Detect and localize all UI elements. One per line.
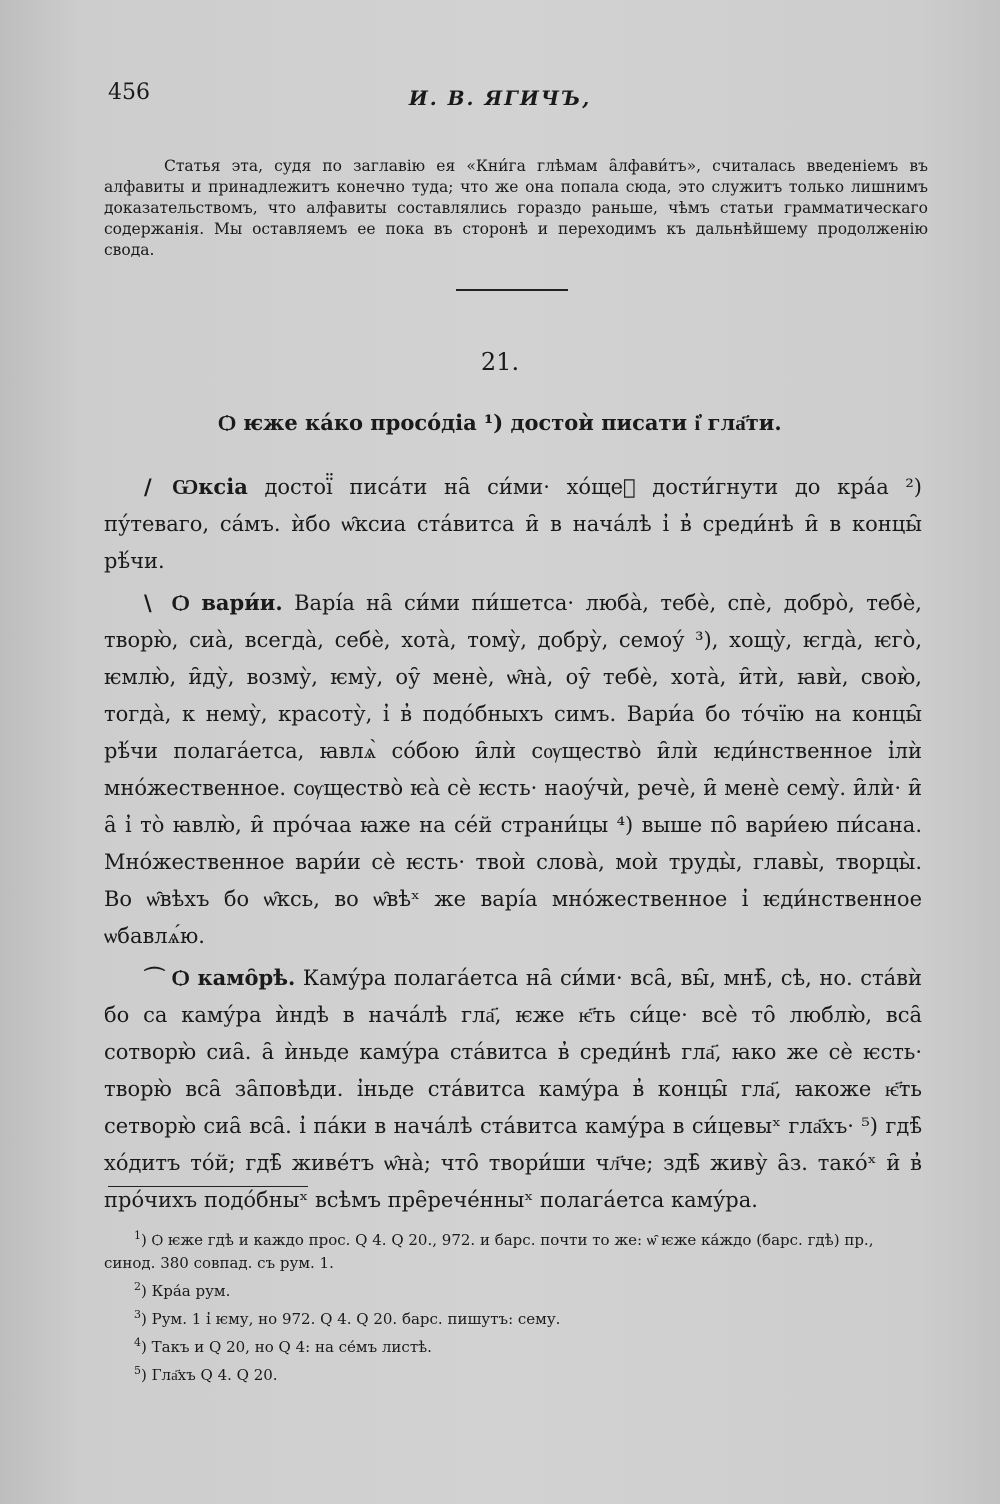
- footnotes: [104, 1224, 922, 1387]
- paragraph-text: Варі́а на̑ си́ми пи́шетса· люба̀, тебѐ, спѐ, добро̀, тебѐ, творю̀, сиа̀, всегда̀, себѐ, хота̀, тому̀, добру̀, семоу́ ³), хощу̀, ѥгда̀, ѥго̀, ѥмлю̀, и̑ду̀, возму̀, ѥму̀, оу̑ менѐ, ѡ̑на̀, оу̑ тебѐ, хота̀, и̑тѝ, ꙗвѝ, свою̀, тогда̀, к нему̀, красоту̀, і̓ в̓ подо́бныхъ симъ. Вари́а бо то́чїю на концы̑ рѣ́чи полага́етса, ꙗвлѧ̀ со́бою и̑лѝ сѹщество̀ и̑лѝ ѥди́нственное і̓лѝ мно́жественное. сѹщество̀ ѥа̀ сѐ ѥсть· наоу́чѝ, речѐ, и̑ менѐ сему̀. и̑лѝ· и̑ а̑ і̓ то̀ ꙗвлю̀, и̑ про́чаа ꙗже на се́й страни́цы ⁴) выше по̑ вари́ею пи́сана. Мно́жественное вари́и сѐ ѥсть· твоѝ слова̀, моѝ труды̀, главы̀, творцы̀. Во ѡ̑вѣхъ бо ѡ̑ксь, во ѡ̑вѣˣ же варі́а мно́жественное і̓ ѥди́нственное ѡбавлѧ́ю.: [104, 591, 922, 948]
- footnote: $^3$) Рум. 1 і̓ ѥму, но 972. Q 4. Q 20. барс. пишутъ: сему.: [134, 1308, 561, 1328]
- paragraph-text: достої̈ писа́ти на̑ си́ми· хо́щеᷣ дости́гнути до кра́а ²) пу́теваго, са́мъ. ѝбо ѡ̑ксиа ста́витса и̑ в нача́лѣ і̓ в̓ среди́нѣ и̑ в концы̑ рѣ́чи.: [104, 475, 922, 573]
- footnote: $^5$) Гла҃хъ Q 4. Q 20.: [134, 1364, 278, 1384]
- footnote-divider: [108, 1186, 308, 1187]
- intro-paragraph: Статья эта, судя по заглавію ея «Кни́га глѣмам а̑лфави́тъ», считалась введеніемъ въ алфавиты и принадлежитъ конечно туда; что же она попала сюда, это служитъ только лишнимъ доказательствомъ, что алфавиты составлялись гораздо раньше, чѣмъ статьи грамматическаго содержанія. Мы оставляемъ ее пока въ сторонѣ и переходимъ къ дальнѣйшему продолженію свода.: [104, 156, 928, 259]
- footnote-text: Кра́а рум.: [151, 1282, 231, 1300]
- footnote-text: Гла҃хъ Q 4. Q 20.: [151, 1366, 278, 1384]
- footnote-text: Ѻ ѥже гдѣ и каждо прос. Q 4. Q 20., 972. и барс. почти то же: ѡ̑ ѥже ка́ждо (барс. гдѣ) пр., синод. 380 совпад. съ рум. 1.: [104, 1231, 874, 1272]
- footnote-number: 2: [134, 1280, 141, 1293]
- paragraph-varia: [104, 584, 922, 955]
- paragraph-lead: Ѻ вари́и.: [172, 590, 283, 615]
- page-number: 456: [108, 80, 150, 105]
- kamora-accent-mark: ⌒: [144, 965, 165, 990]
- paragraph-lead: Ѻ камо̑рѣ.: [172, 965, 296, 990]
- section-number: 21.: [480, 348, 520, 376]
- section-divider: [456, 289, 568, 291]
- footnote-number: 4: [134, 1336, 141, 1349]
- varia-accent-mark: \: [144, 590, 152, 615]
- footnote-number: 5: [134, 1364, 141, 1377]
- paragraph-text: Каму́ра полага́етса на̑ си́ми· вса̑, вы̑, мнѣ̑, сѣ, но. ста́вѝ бо са каму́ра ѝндѣ в нача́лѣ гла҃, ѥже ѥ҃ть си́це· всѐ то̑ люблю̀, вса̑ сотворю̀ сиа̑. а̑ ѝньде каму́ра ста́витса в̓ среди́нѣ гла҃, ꙗко же сѐ ѥсть· творю̀ вса̑ за̑повѣди. і̓ньде ста́витса каму́ра в̓ концы̑ гла҃, ꙗкоже ѥ҃ть сетворю̀ сиа̑ вса̑. і̓ па́ки в нача́лѣ ста́витса каму́ра в си́цевыˣ гла҃хъ· ⁵) гдѣ̑ хо́дитъ то́й; гдѣ̑ живе́тъ ѡ̑на̀; что̑ твори́ши чл҃че; здѣ̑ живу̀ а̑з. тако́ˣ и̑ в̓ про́чихъ подо́бныˣ всѣмъ пре̑рече́нныˣ полага́етса каму́ра.: [104, 966, 923, 1212]
- footnote: $^1$) Ѻ ѥже гдѣ и каждо прос. Q 4. Q 20., 972. и барс. почти то же: ѡ̑ ѥже ка́ждо (барс. гдѣ) пр., синод. 380 совпад. съ рум. 1.: [104, 1229, 874, 1272]
- footnote-number: 3: [134, 1308, 141, 1321]
- running-head: И. В. ЯГИЧЪ,: [408, 86, 592, 110]
- paragraph-oxia: [104, 468, 922, 580]
- footnote-text: Такъ и Q 20, но Q 4: на се́мъ листѣ.: [151, 1338, 432, 1356]
- paragraph-lead: Ѡксіа: [172, 474, 248, 499]
- section-title: Ѻ ѥже ка́ко просо́діа ¹) достоѝ писати і҆ гла҃ти.: [218, 410, 782, 435]
- footnote: $^2$) Кра́а рум.: [134, 1280, 231, 1300]
- paragraph-kamora: [104, 959, 922, 1219]
- footnote-text: Рум. 1 і̓ ѥму, но 972. Q 4. Q 20. барс. пишутъ: сему.: [151, 1310, 561, 1328]
- oxia-accent-mark: /: [144, 474, 152, 499]
- footnote: $^4$) Такъ и Q 20, но Q 4: на се́мъ листѣ.: [134, 1336, 432, 1356]
- footnote-number: 1: [134, 1229, 141, 1242]
- section-body: [104, 468, 922, 1223]
